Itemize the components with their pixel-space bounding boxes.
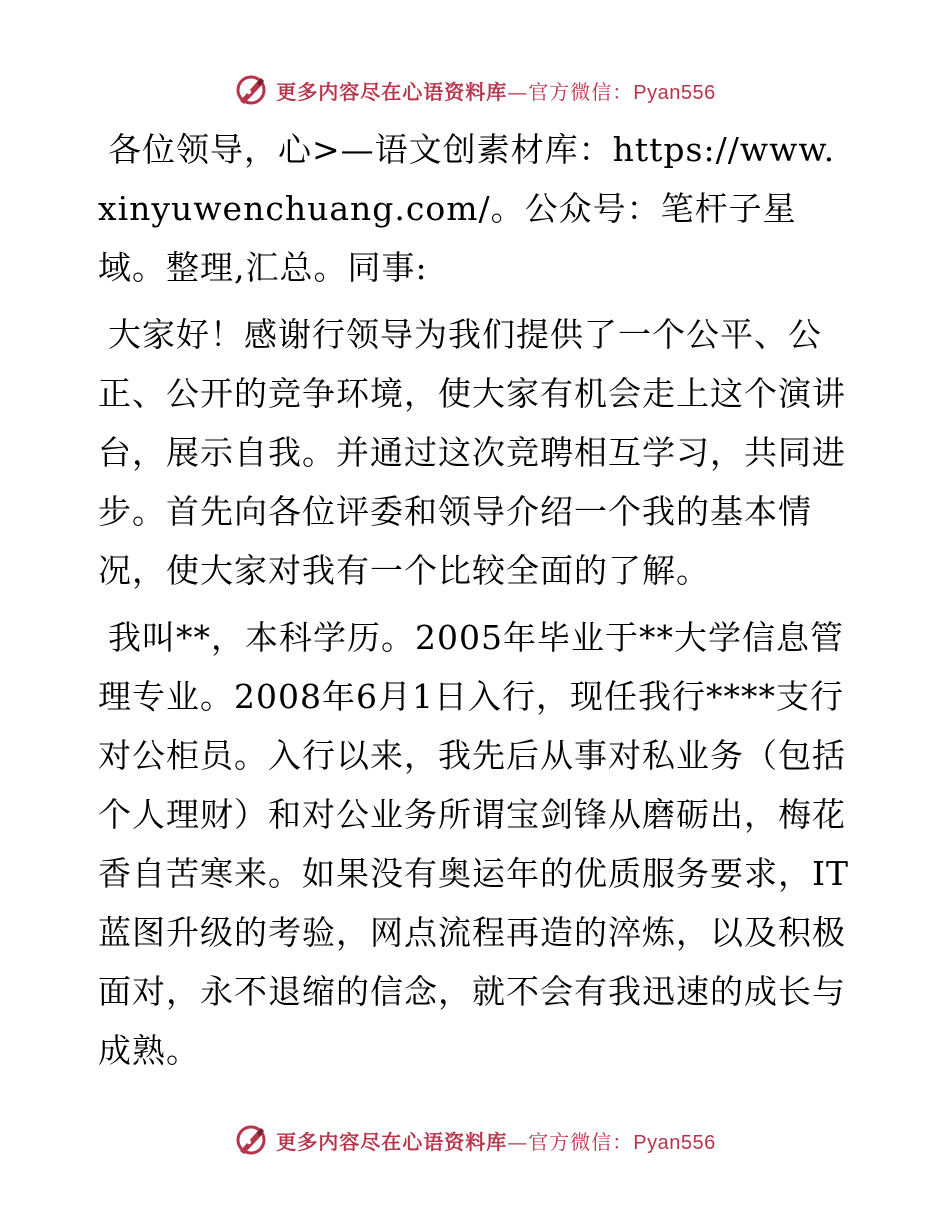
footer-banner-text [276, 1126, 715, 1155]
paragraph-intro: 大家好！感谢行领导为我们提供了一个公平、公正、公开的竞争环境，使大家有机会走上这个演讲台，展示自我。并通过这次竞聘相互学习，共同进步。首先向各位评委和领导介绍一个我的基本情况，使大家对我有一个比较全面的了解。 [98, 315, 846, 590]
footer-banner [0, 1120, 950, 1160]
footer-separator: —官方微信： [507, 1129, 634, 1154]
paragraph-greeting: 各位领导，心>—语文创素材库：https://www.xinyuwenchuang.com/。公众号：笔杆子星域。整理,汇总。同事: [98, 130, 836, 287]
footer-wechat-id: Pyan556 [633, 1131, 716, 1154]
pen-circle-logo-icon [234, 73, 268, 107]
pen-circle-logo-icon [234, 1123, 268, 1157]
header-banner-text [276, 76, 715, 105]
document-body [98, 120, 850, 1088]
header-banner [0, 70, 950, 110]
paragraph-background: 我叫**，本科学历。2005年毕业于**大学信息管理专业。2008年6月1日入行，现任我行****支行对公柜员。入行以来，我先后从事对私业务（包括个人理财）和对公业务所谓宝剑锋从磨砺出，梅花香自苦寒来。如果没有奥运年的优质服务要求，IT蓝图升级的考验，网点流程再造的淬炼，以及积极面对，永不退缩的信念，就不会有我迅速的成长与成熟。 [98, 618, 850, 1070]
footer-title: 更多内容尽在心语资料库 [276, 1129, 508, 1154]
header-title: 更多内容尽在心语资料库 [276, 79, 508, 104]
header-separator: —官方微信： [507, 79, 634, 104]
header-wechat-id: Pyan556 [633, 81, 716, 104]
